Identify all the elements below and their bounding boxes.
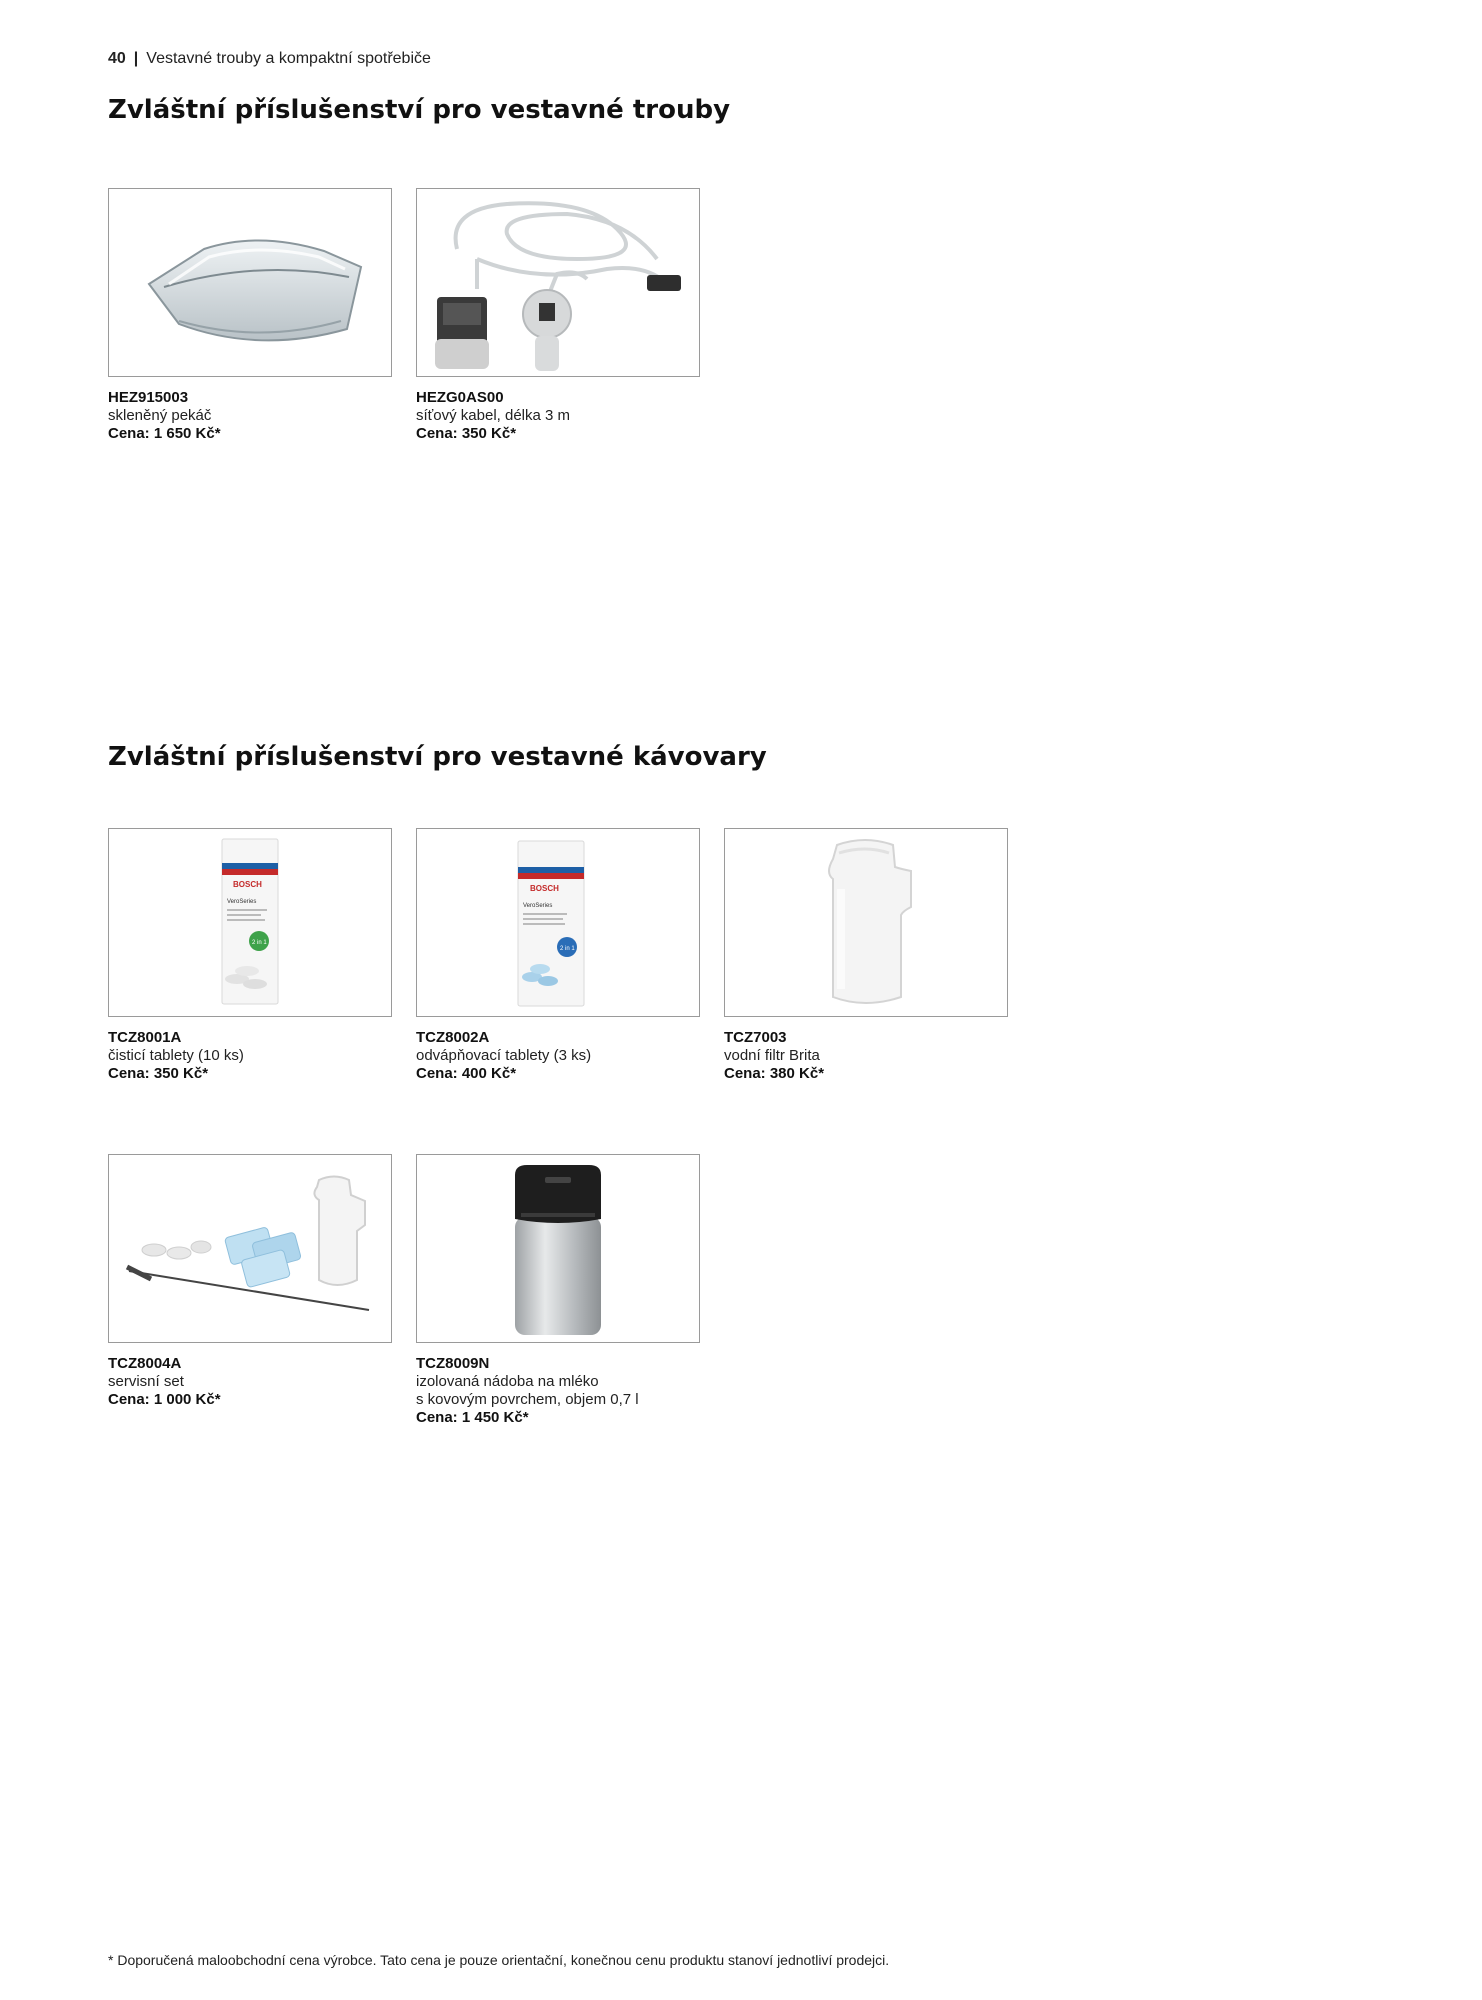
product-code: TCZ8009N [416,1355,490,1372]
box-brand: BOSCH [233,880,262,889]
product-photo [416,1154,700,1343]
product-card[interactable] [108,1154,392,1409]
box-series: VeroSeries [523,903,553,909]
product-price: Cena: 350 Kč* [416,425,517,442]
footnote: * Doporučená maloobchodní cena výrobce. Tato cena je pouze orientační, konečnou cenu produktu stanoví jednotliví prodejci. [108,1952,890,1968]
product-code: TCZ7003 [724,1029,787,1046]
descaling-tablets-icon [417,829,699,1016]
product-price: Cena: 400 Kč* [416,1065,517,1082]
product-code: HEZ915003 [108,389,189,406]
product-code: HEZG0AS00 [416,389,504,406]
header-separator: | [133,50,139,67]
product-description: skleněný pekáč [108,407,212,424]
product-description: odvápňovací tablety (3 ks) [416,1047,592,1064]
product-description: síťový kabel, délka 3 m [416,407,571,424]
glass-roaster-icon [109,189,391,376]
product-photo [108,1154,392,1343]
section-title-coffee: Zvláštní příslušenství pro vestavné kávovary [108,742,767,772]
product-code: TCZ8001A [108,1029,182,1046]
box-badge: 2 in 1 [560,946,575,952]
power-cable-icon [417,189,699,376]
page-number: 40 [108,50,126,67]
product-description-line2: s kovovým povrchem, objem 0,7 l [416,1391,639,1408]
milk-container-icon [417,1155,699,1342]
product-card[interactable] [724,828,1008,1083]
service-set-icon [109,1155,391,1342]
product-price: Cena: 1 450 Kč* [416,1409,529,1426]
box-badge: 2 in 1 [252,940,267,946]
product-photo [724,828,1008,1017]
product-description: servisní set [108,1373,184,1390]
section-title-ovens: Zvláštní příslušenství pro vestavné trouby [108,95,731,125]
product-photo [416,188,700,377]
product-code: TCZ8004A [108,1355,182,1372]
product-card[interactable] [416,188,700,443]
product-price: Cena: 1 650 Kč* [108,425,221,442]
product-description: čisticí tablety (10 ks) [108,1047,244,1064]
product-price: Cena: 1 000 Kč* [108,1391,221,1408]
box-brand: BOSCH [530,884,559,893]
cleaning-tablets-icon [109,829,391,1016]
product-photo [416,828,700,1017]
product-description: vodní filtr Brita [724,1047,820,1064]
product-photo [108,188,392,377]
product-price: Cena: 380 Kč* [724,1065,825,1082]
chapter-title: Vestavné trouby a kompaktní spotřebiče [146,50,431,67]
box-series: VeroSeries [227,899,257,905]
product-card[interactable] [416,1154,700,1427]
product-card[interactable] [416,828,700,1083]
product-photo [108,828,392,1017]
product-description: izolovaná nádoba na mléko [416,1373,599,1390]
product-code: TCZ8002A [416,1029,490,1046]
product-price: Cena: 350 Kč* [108,1065,209,1082]
water-filter-icon [725,829,1007,1016]
product-card[interactable] [108,828,392,1083]
product-card[interactable] [108,188,392,443]
page-header [108,50,431,68]
